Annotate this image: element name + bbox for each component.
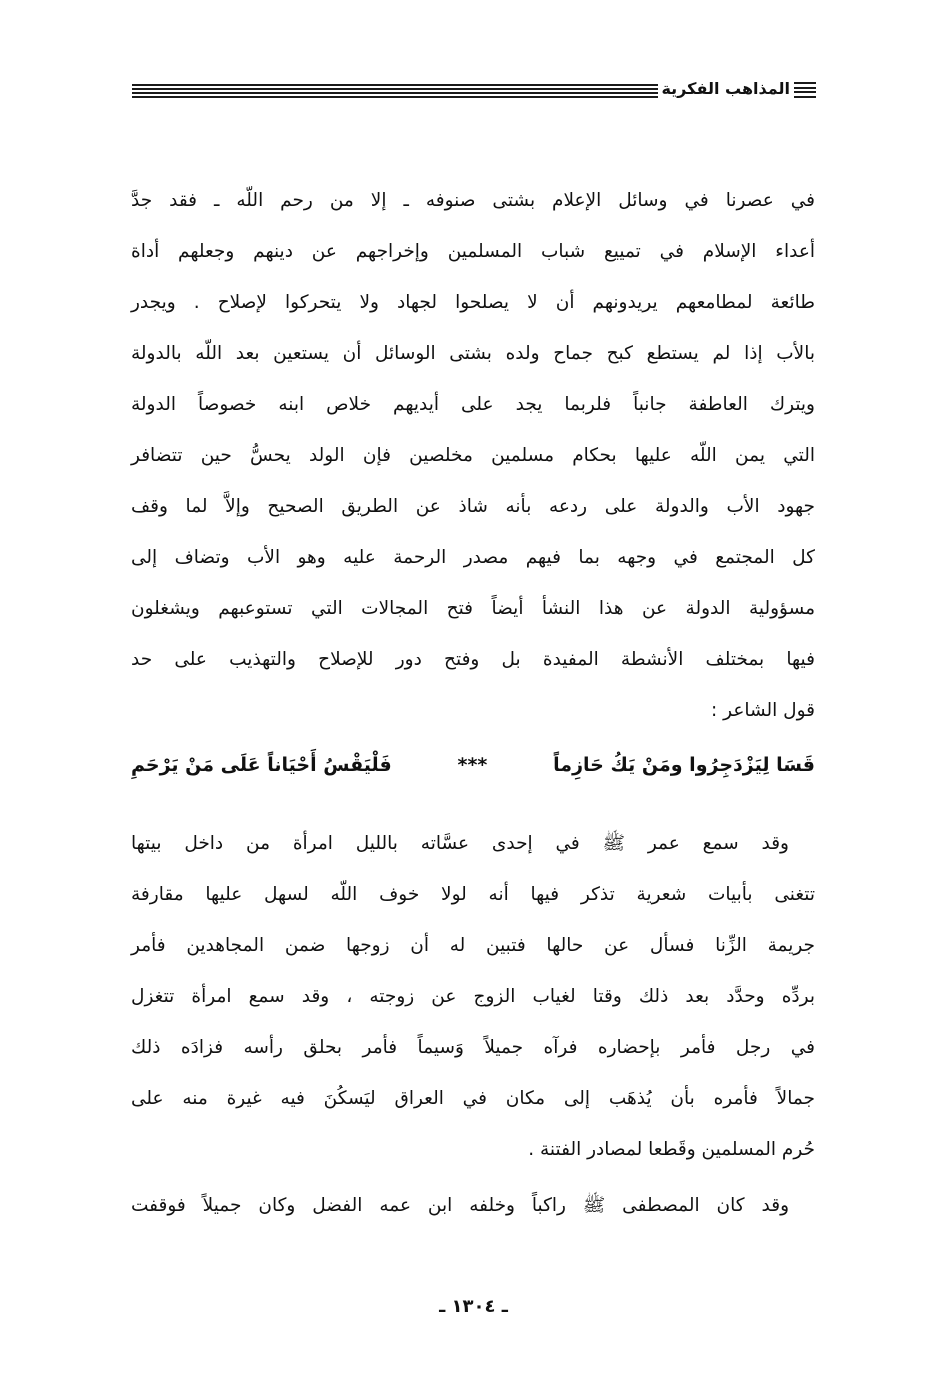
text-line: مسؤولية الدولة عن هذا النشأ أيضاً فتح المجالات التي تستوعبهم ويشغلون (131, 598, 815, 619)
header-ornament-line (794, 91, 816, 93)
text-line: قول الشاعر : (711, 700, 815, 721)
text-line: كل المجتمع في وجهه بما فيهم مصدر الرحمة عليه وهو الأب وتضاف إلى (131, 547, 815, 568)
text-line: بالأب إذا لم يستطع كبح جماح ولده بشتى الوسائل أن يستعين بعد اللّه بالدولة (131, 343, 815, 364)
verse-second-hemistich: فَلْيَقْسُ أَحْيَاناً عَلَى مَنْ يَرْحَمِ (131, 754, 392, 776)
text-line: جهود الأب والدولة على ردعه بأنه شاذ عن الطريق الصحيح وإلاَّ لما وقف (131, 496, 815, 517)
running-header (132, 74, 816, 104)
text-line: وقد سمع عمر ﷺ في إحدى عسَّاته بالليل امرأة من داخل بيتها (131, 833, 789, 854)
paragraph-1 (131, 175, 815, 736)
text-line: ويترك العاطفة جانباً فلربما يجد على أيديهم خلاص ابنه خصوصاً الدولة (131, 394, 815, 415)
text-line: التي يمن اللّه عليها بحكام مسلمين مخلصين فإن الولد يحسُّ حين تتضافر (131, 445, 815, 466)
text-line: فيها بمختلف الأنشطة المفيدة بل وفتح دور للإصلاح والتهذيب على حد (131, 649, 815, 670)
text-line: طائعة لمطامعهم يريدونهم أن لا يصلحوا لجهاد ولا يتحركوا لإصلاح . ويجدر (131, 292, 815, 313)
paragraph-3 (131, 1180, 815, 1231)
header-ornament-line (794, 96, 816, 98)
header-rule-line (132, 92, 658, 94)
page-number: ـ ١٣٠٤ ـ (439, 1296, 508, 1317)
text-line: حُرم المسلمين وقَطعا لمصادر الفتنة . (528, 1139, 815, 1160)
verse-first-hemistich: قَسَا لِيَزْدَجِرُوا ومَنْ يَكُ حَازِماً (553, 754, 815, 776)
verse-separator: *** (457, 754, 488, 776)
text-line: أعداء الإسلام في تمييع شباب المسلمين وإخراجهم عن دينهم وجعلهم أداة (131, 241, 815, 262)
text-line: بردِّه وحدَّد بعد ذلك وقتا لغياب الزوج عن زوجته ، وقد سمع امرأة تتغزل (131, 986, 815, 1007)
text-line: جريمة الزِّنا فسأل عن حالها فتبين له أن زوجها ضمن المجاهدين فأمر (131, 935, 815, 956)
text-line: في عصرنا في وسائل الإعلام بشتى صنوفه ـ إلا من رحم اللّه ـ فقد جدَّ (131, 190, 815, 211)
header-ornament-line (794, 87, 816, 89)
text-line: في رجل فأمر بإحضاره فرآه جميلاً وَسيماً فأمر بحلق رأسه فزادَه ذلك (131, 1037, 815, 1058)
paragraph-2 (131, 818, 815, 1175)
header-rule-line (132, 96, 658, 98)
header-rule-line (132, 84, 658, 86)
header-rule (132, 84, 658, 98)
text-line: تتغنى بأبيات شعرية تذكر فيها أنه لولا خوف اللّه لسهل عليها مقارفة (131, 884, 815, 905)
header-title: المذاهب الفكرية (661, 79, 790, 98)
header-rule-line (132, 88, 658, 90)
text-line: جمالاً فأمره بأن يُذهَب إلى مكان في العراق ليَسكُنَ فيه غيرة منه على (131, 1088, 815, 1109)
header-ornament-line (794, 82, 816, 84)
text-line: وقد كان المصطفى ﷺ راكباً وخلفه ابن عمه الفضل وكان جميلاً فوقفت (131, 1195, 789, 1216)
header-ornament-icon (794, 82, 816, 98)
poem-verse (131, 735, 815, 795)
